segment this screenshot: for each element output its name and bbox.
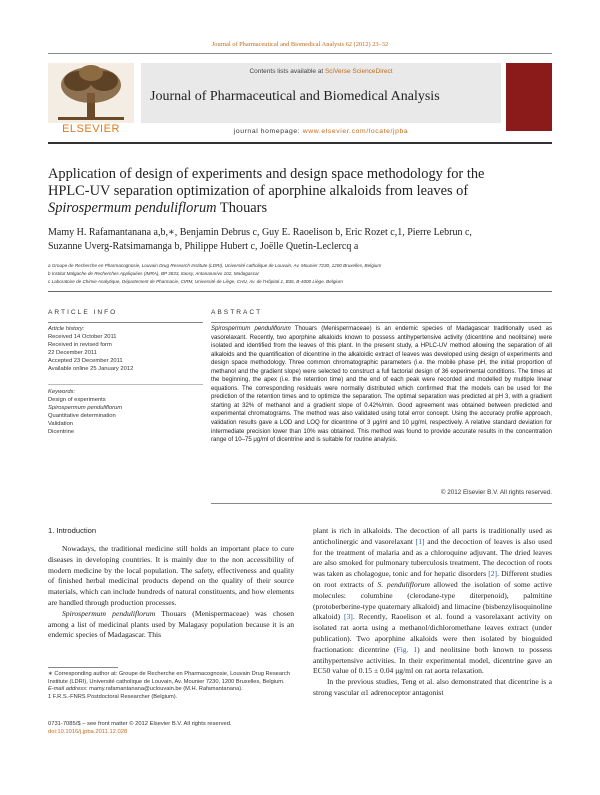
intro-right-column: plant is rich in alkaloids. The decoction of all parts is traditionally used as anticholinergic and vasorelaxant [1] and the decoction of leaves is also used for the treatment of malaria and as a chloroquine adjuvant. The dried leaves are also smoked for pulmonary tuberculosis treatment. The decoction of roots was taken as cholagogue, tonic and for hepatic disorders [2]. Different studies on root extracts of S. penduliflorum allowed the isolation of some active molecules: columbine (clerodane-type diterpenoid), palmitine (protoberberine-type quaternary alkaloid) and limacine (bisbenzylisoquinoline alkaloid) [3]. Recently, Raoelison et al. found a vasorelaxant activity on isolated rat aorta using a methanol/dichloromethane leaves extract (under publication). Two aporphine alkaloids were then isolated by bioguided fractionation: dicentrine (Fig. 1) and neolitsine both known to possess antihypertensive activities. In their experimental model, dicentrine gave an EC50 value of 0.15 ± 0.04 μg/ml on rat aorta relaxation. In the previous studies, Teng et al. also demonstrated that dicentrine is a strong vascular α1 adrenoceptor antagonist	[313, 526, 553, 697]
abstract-heading: ABSTRACT	[211, 309, 263, 316]
affiliations: a Groupe de Recherche en Pharmacognosie, Louvain Drug Research Institute (LDRI), Université catholique de Louvain, Av. Mounier 7230, 1200 Bruxelles, Belgium b Institut Malgache de Recherches Appliquées (IMRA), BP 3833, Itaosy, Antananarivo 102, Madagascar c Laboratoire de Chimie Analytique, Département de Pharmacie, CIRM, Université de Liège, CHU, Av. de l'Hôpital 1, B36, B-4000 Liège, Belgium	[48, 263, 382, 284]
footnote-rule	[48, 667, 118, 668]
article-history: Article history: Received 14 October 2011 Received in revised form 22 December 2011 Accepted 23 December 2011 Available online 25 January 2012	[48, 326, 134, 373]
abstract-text: Spirospermum penduliflorum Thouars (Menispermaceae) is an endemic species of Madagascar traditionally used as vasorelaxant. Recently, two aporphine alkaloids known to possess antihypertensive activity (dicentrine and neolitsine) were isolated and identified from the leaves of this plant. In the present study, a HPLC-UV method allowing the separation of all alkaloids and the quantification of dicentrine in the alkaloidic extract of leaves was developed using design of experiments and design space methodology. Three common chromatographic parameters (i.e. the mobile phase pH, the initial proportion of methanol and the gradient slope) were selected to construct a full factorial design of 36 experimental conditions. The times at the beginning, the apex (i.e. the retention time) and the end of each peak were recorded and modelled by multiple linear equations. The corresponding residuals were normally distributed which confirmed that the models can be used for the prediction of the retention times and to optimize the separation. The optimal separation was predicted at pH 3, with a gradient starting at 32% of methanol and a gradient slope of 0.42%/min. Good agreement was obtained between predicted and experimental chromatograms. The method was also validated using total error concept. Using the accuracy profile approach, validation results gave a LOD and LOQ for dicentrine of 3 μg/ml and 10 μg/ml, respectively. A relative standard deviation for intermediate precision lower than 10% was obtained. This method was found to provide accurate results in the concentration range of 10–75 μg/ml of dicentrine and is suitable for routine analysis.	[211, 326, 552, 444]
top-rule	[48, 53, 552, 54]
publication-meta: 0731-7085/$ – see front matter © 2012 Elsevier B.V. All rights reserved. doi:10.1016/j.jpba.2011.12.028	[48, 720, 294, 737]
ref-link-2[interactable]: [2]	[488, 569, 498, 579]
author-list: Mamy H. Rafamantanana a,b,∗, Benjamin Debrus c, Guy E. Raoelison b, Eric Rozet c,1, Pierre Lebrun c, Suzanne Uverg-Ratsimamanga b, Philippe Hubert c, Joëlle Quetin-Leclercq a	[48, 227, 472, 252]
keywords: Keywords: Design of experiments Spirospermum penduliflorum Quantitative determination Validation Dicentrine	[48, 389, 123, 436]
introduction-heading: 1. Introduction	[48, 526, 97, 535]
header-rule	[48, 142, 552, 144]
figure-link-1[interactable]: Fig. 1	[396, 644, 418, 654]
article-info-rule	[48, 322, 203, 323]
contents-line: Contents lists available at SciVerse ScienceDirect	[249, 68, 393, 75]
footnotes: ∗ Corresponding author at: Groupe de Recherche en Pharmacognosie, Louvain Drug Research Institute (LDRI), Université catholique de Louvain, Av. Mounier 7230, 1200 Bruxelles, Belgium. E-mail address: mamy.rafamantanana@uclouvain.be (M.H. Rafamantanana). 1 F.R.S.-FNRS Postdoctoral Researcher (Belgium).	[48, 671, 290, 700]
publisher-name: ELSEVIER	[62, 123, 120, 135]
intro-left-column: Nowadays, the traditional medicine still holds an important place to cure diseases in developing countries. It is mainly due to the non accessibility of modern medicine by the local population. The safety, effectiveness and quality of finished herbal medicinal products depend on the quality of their source materials, which can include hundreds of natural constituents, and how elements are handled through production processes. Spirospermum penduliflorum Thouars (Menispermaceae) was chosen among a list of medicinal plants used by Malagasy population because it is an endemic species of Madagascar. This	[48, 544, 295, 640]
ref-link-1[interactable]: [1]	[415, 536, 425, 546]
elsevier-tree-logo-icon	[48, 63, 134, 123]
keywords-rule	[48, 384, 203, 385]
email-link[interactable]: mamy.rafamantanana@uclouvain.be (M.H. Rafamantanana).	[87, 686, 243, 693]
abstract-bottom-rule	[211, 503, 552, 504]
journal-reference[interactable]: Journal of Pharmaceutical and Biomedical Analysis 62 (2012) 23–32	[211, 41, 389, 48]
journal-title: Journal of Pharmaceutical and Biomedical Analysis	[150, 89, 440, 104]
ref-link-3[interactable]: [3]	[343, 612, 353, 622]
article-title: Application of design of experiments and design space methodology for the HPLC-UV separation optimization of aporphine alkaloids from leaves of Spirospermum penduliflorum Thouars	[48, 166, 485, 216]
sciencedirect-link[interactable]: SciVerse ScienceDirect	[324, 68, 393, 75]
journal-homepage-link[interactable]: www.elsevier.com/locate/jpba	[302, 128, 409, 135]
article-info-heading: ARTICLE INFO	[48, 309, 118, 316]
abstract-rule	[211, 322, 552, 323]
journal-cover-thumbnail	[506, 63, 552, 131]
copyright: © 2012 Elsevier B.V. All rights reserved.	[440, 489, 552, 496]
journal-homepage: journal homepage: www.elsevier.com/locate/jpba	[233, 128, 409, 135]
doi-link[interactable]: doi:10.1016/j.jpba.2011.12.028	[48, 729, 128, 736]
section-rule	[48, 291, 552, 292]
